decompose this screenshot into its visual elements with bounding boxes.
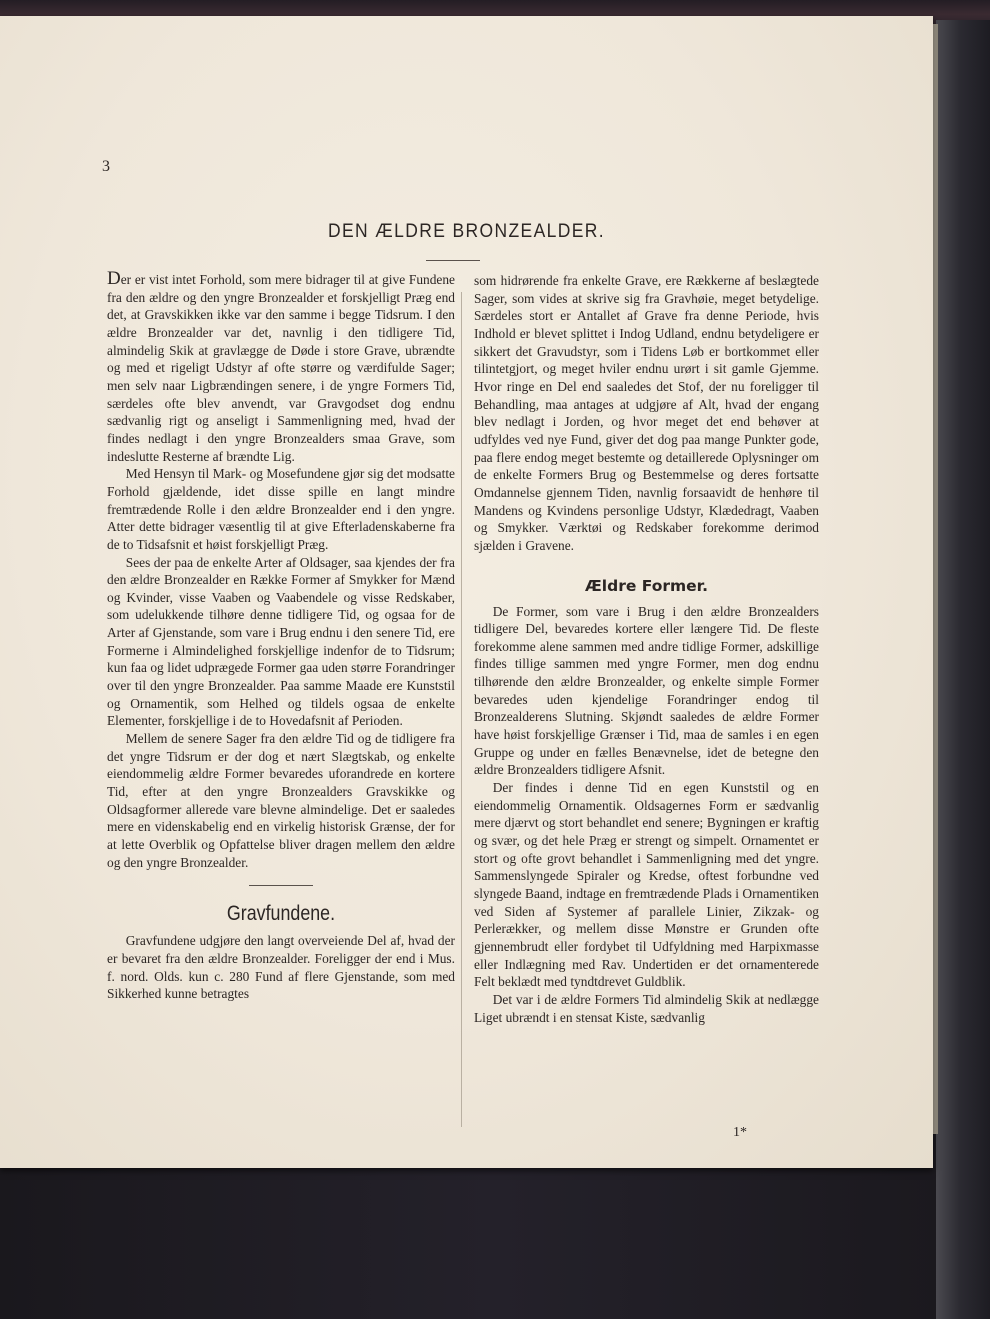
body-paragraph: Med Hensyn til Mark- og Mosefundene gjør sig det modsatte Forhold gjældende, idet disse spille en langt mindre fremtrædende Rolle i den ældre Bronzealder end i den yngre. Atter dette bidrager væsentlig til at give Efterladenskaberne fra de to Tidsafsnit et høist forskjelligt Præg. (107, 466, 455, 552)
body-paragraph: De Former, som vare i Brug i den ældre Bronzealders tidligere Del, bevaredes kortere eller længere Tid. De fleste forekomme alene sammen med andre tidlige Former, adskillige findes tillige sammen med yngre Former, men dog endnu tilhørende den ældre Bronzealder, og enkelte simple Former bevaredes uden kjendelige Forandringer endog til Bronzealderens Slutning. Skjøndt saaledes de ældre Former have høist forskjellige Grænser i Tid, maa de samles i en egen Gruppe og under en fælles Benævnelse, idet de betegne den ældre Bronzealders tidligere Afsnit. (474, 603, 819, 778)
body-paragraph: Gravfundene udgjøre den langt overveiende Del af, hvad der er bevaret fra den ældre Bronzealder. Foreligger der end i Mus. f. nord. Olds. kun c. 280 Fund af flere Gjenstande, som med Sikkerhed kunne betragtes (107, 933, 455, 1002)
intro-paragraph (107, 268, 455, 465)
book-cover-right-edge (936, 20, 990, 1319)
body-paragraph: som hidrørende fra enkelte Grave, ere Rækkerne af beslægtede Sager, som vides at skrive sig fra Gravhøie, meget betydelige. Særdeles stort er Antallet af Grave fra denne Periode, hvis Indhold er blevet splittet i Indog Udland, endnu betydeligere er sikkert det Gravudstyr, som i Tidens Løb er bortkommet eller tilintetgjort, og meget hviler endnu urørt i sit gamle Gjemme. Hvor ringe en Del end saaledes det Stof, der nu foreligger til Behandling, maa antages at udgjøre af Alt, hvad der engang blev nedlagt i Jorden, og hvor meget det end behøver at udfyldes ved nye Fund, giver det dog paa mange Punkter gode, paa flere endog meget bestemte og detaillerede Oplysninger om de enkelte Formers Brug og Bestemmelse og deres fortsatte Omdannelse gjennem Tiden, navnlig forsaavidt de henhøre til Mandens og Kvindens personlige Udstyr, Klædedragt, Vaaben og Smykker. Værktøi og Redskaber forekomme derimod sjælden i Gravene. (474, 273, 819, 553)
body-paragraph: Sees der paa de enkelte Arter af Oldsager, saa kjendes der fra den ældre Bronzealder en Række Former af Smykker for Mænd og Kvinder, visse Vaaben og Vaabendele og visse Redskaber, som udelukkende tilhøre denne tidligere Tid, og ogsaa for de Arter af Gjenstande, som vare i Brug endnu i den senere Tid, ere Formerne i Almindelighed forskjellige indenfor de to Tidsrum; kun faa og lidet udprægede Former gaa uden større Forandringer over til den yngre Bronzealder. Paa samme Maade ere Kunststil og Ornamentik, som Helhed og tildels ogsaa de enkelte Elementer, forskjellige i de to Hovedafsnit af Perioden. (107, 554, 455, 729)
subsection-heading-aeldre-former: Ældre Former. (584, 576, 709, 595)
body-paragraph: Det var i de ældre Formers Tid almindelig Skik at nedlægge Liget ubrændt i en stensat Kiste, sædvanlig (474, 991, 819, 1025)
intro-paragraph-text: er er vist intet Forhold, som mere bidrager til at give Fundene fra den ældre og den yngre Bronzealder et forskjelligt Præg end det, at Gravskikken ikke var den samme i begge Tidsrum. I den ældre Bronzealder var det, navnlig i den tidligere Tid, almindelig Skik at gravlægge de Døde i store Grave, ubrændte og med et rigeligt Udstyr af ofte større og værdifulde Sager; men selv naar Ligbrændingen senere, i de yngre Formers Tid, særdeles ofte blev anvendt, var Gravgodset dog endnu sædvanlig rigt og anseligt i Sammenligning med, hvad der findes nedlagt i den yngre Bronzealders smaa Grave, som indeslutte Resterne af brændte Lig. (107, 272, 455, 464)
printer-signature-mark: 1* (733, 1125, 747, 1140)
left-column (107, 268, 455, 1003)
body-paragraph: Der findes i denne Tid en egen Kunststil og en eiendommelig Ornamentik. Oldsagernes Form er sædvanlig mere djærvt og stort behandlet end senere; Bygningen er kraftig og svær, og det hele Præg er strengt og simpelt. Ornamentet er stort og ofte grovt behandlet i Sammenligning med det yngre. Sammenslyngede Spiraler og Kredse, oftest forbundne ved slyngede Baand, indtage en fremtrædende Plads i Ornamentiken ved Siden af Systemer af parallele Linier, Zikzak- og Perlerækker, og mellem disse Mønstre er Grunden ofte gjennembrudt eller fordybet til Udfyldning med Harpixmasse eller Indlægning med Rav. Undertiden er det ornamenterede Felt beklædt med tyndtdrevet Guldblik. (474, 780, 819, 990)
section-heading-gravfundene: Gravfundene. (226, 902, 336, 926)
drop-cap: D (107, 268, 121, 289)
page-title: DEN ÆLDRE BRONZEALDER. (327, 221, 606, 242)
body-paragraph: Mellem de senere Sager fra den ældre Tid og de tidligere fra det yngre Tidsrum er der dog et nært Slægtskab, og enkelte eiendommelig ældre Former bevaredes uforandrede en kortere Tid, efter at den yngre Bronzealders Gravskikke og Oldsagformer allerede vare blevne almindelige. Det er saaledes mere en videnskabelig end en virkelig historisk Grænse, der for at lette Overblik og Opfattelse bliver dragen mellem den ældre og den yngre Bronzealder. (107, 731, 455, 870)
title-divider (426, 260, 480, 261)
column-divider (461, 292, 462, 1127)
page-number: 3 (102, 158, 110, 175)
page-sheet (0, 16, 933, 1168)
right-column (474, 272, 819, 1026)
section-divider (249, 885, 313, 886)
